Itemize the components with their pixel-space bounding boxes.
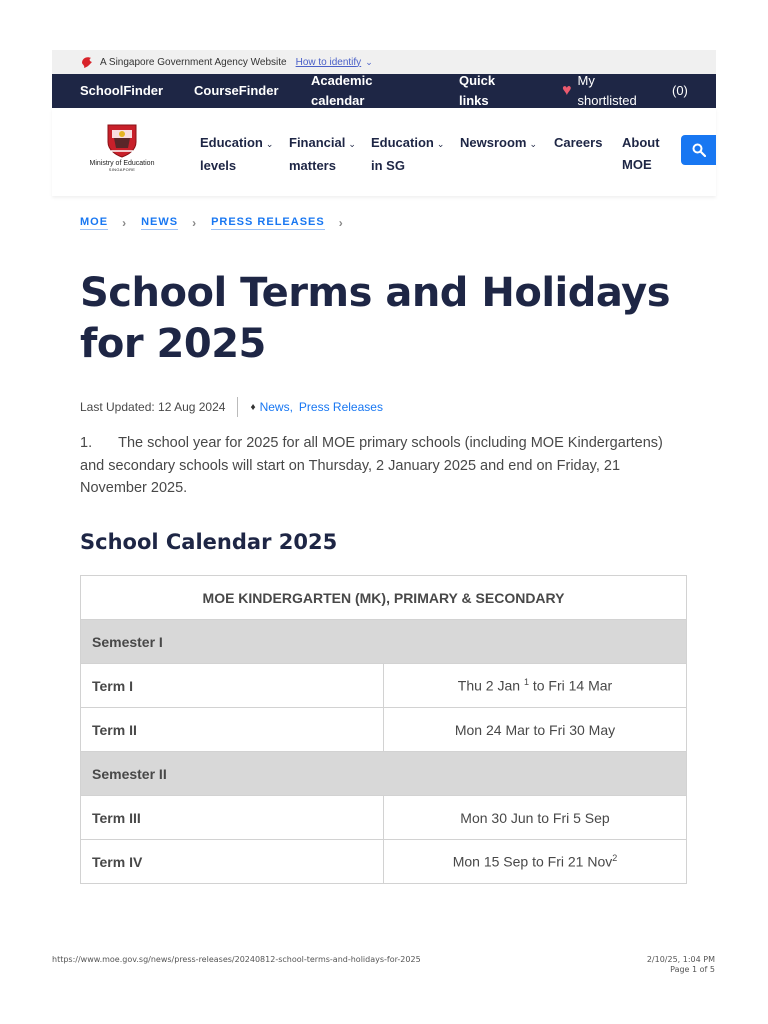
intro-paragraph [80, 432, 690, 500]
sg-lion-icon [80, 55, 94, 69]
page-title [80, 268, 680, 370]
shortlist-count: (0) [672, 83, 688, 98]
tag-icon: ♦ [250, 401, 256, 413]
chevron-down-icon[interactable]: ⌄ [365, 56, 373, 67]
nav-newsroom-label: Newsroom [460, 135, 527, 150]
nav-education-levels-line1: Education [200, 135, 263, 150]
chevron-right-icon: › [192, 216, 198, 230]
breadcrumb-moe[interactable]: MOE [80, 216, 109, 228]
print-page-number: Page 1 of 5 [670, 965, 715, 974]
print-footer-url: https://www.moe.gov.sg/news/press-releases/20240812-school-terms-and-holidays-for-2025 [52, 955, 421, 964]
chevron-right-icon: › [122, 216, 128, 230]
nav-financial-matters-line2: matters [289, 158, 336, 173]
semester-1-label: Semester I [81, 620, 687, 664]
paragraph-number: 1. [80, 435, 93, 451]
moe-logo[interactable] [86, 122, 158, 172]
nav-education-levels[interactable] [200, 132, 273, 177]
breadcrumb-press-releases[interactable]: PRESS RELEASES [211, 216, 325, 228]
coursefinder-link[interactable]: CourseFinder [194, 83, 279, 98]
table-row [81, 796, 687, 840]
main-nav [52, 108, 716, 196]
gov-banner-text: A Singapore Government Agency Website [100, 56, 287, 68]
term-1-dates [384, 664, 687, 708]
table-header: MOE KINDERGARTEN (MK), PRIMARY & SECONDARY [81, 576, 687, 620]
nav-education-in-sg-line2: in SG [371, 158, 405, 173]
print-datetime: 2/10/25, 1:04 PM [646, 955, 715, 964]
academic-calendar-link[interactable] [311, 74, 372, 108]
page-title-line1: School Terms and Holidays [80, 270, 671, 316]
quick-links-line2: links [459, 93, 489, 108]
my-shortlisted-label [578, 71, 637, 111]
chevron-down-icon: ⌄ [348, 139, 356, 149]
meta-divider [237, 397, 238, 417]
tag-press-releases-link[interactable]: Press Releases [298, 400, 383, 414]
chevron-down-icon: ⌄ [436, 139, 445, 149]
table-row [81, 664, 687, 708]
term-3-label: Term III [81, 796, 384, 840]
nav-about-moe-line2: MOE [622, 157, 652, 172]
table-row [81, 620, 687, 664]
nav-education-levels-line2: levels [200, 158, 237, 173]
tag-news-link[interactable]: News, [259, 400, 293, 414]
chevron-right-icon: › [338, 216, 344, 230]
chevron-down-icon: ⌄ [265, 139, 274, 149]
nav-newsroom[interactable] [460, 132, 537, 155]
print-footer-info [647, 955, 715, 975]
moe-crest-icon [104, 122, 140, 158]
heart-icon: ♥ [562, 82, 572, 99]
my-shortlisted-line1: My [577, 73, 595, 88]
nav-education-in-sg-line1: Education [371, 135, 434, 150]
table-header-row [81, 576, 687, 620]
nav-financial-matters-line1: Financial [289, 135, 346, 150]
term-1-label: Term I [81, 664, 384, 708]
term-2-label: Term II [81, 708, 384, 752]
quick-links-line1: Quick [459, 73, 496, 88]
footnote-1-ref[interactable]: 1 [523, 677, 529, 688]
my-shortlisted-line2: shortlisted [577, 93, 637, 108]
my-shortlisted-link[interactable] [562, 74, 637, 108]
semester-2-label: Semester II [81, 752, 687, 796]
chevron-down-icon: ⌄ [529, 139, 538, 149]
academic-calendar-line1: Academic [311, 73, 373, 88]
table-row [81, 840, 687, 884]
page-title-line2: for 2025 [80, 321, 266, 367]
search-icon [692, 143, 706, 157]
academic-calendar-line2: calendar [311, 93, 365, 108]
nav-financial-matters[interactable] [289, 132, 356, 177]
nav-careers[interactable] [554, 132, 602, 154]
page [52, 50, 716, 870]
footnote-2-ref[interactable]: 2 [612, 853, 618, 864]
paragraph-text: The school year for 2025 for all MOE primary schools (including MOE Kindergartens) and secondary schools will start on Thursday, 2 January 2025 and end on Friday, 21 November 2025. [80, 435, 663, 496]
term-4-label: Term IV [81, 840, 384, 884]
logo-text: Ministry of Education [89, 160, 155, 167]
logo-subtext: SINGAPORE [108, 167, 136, 172]
schoolfinder-link[interactable]: SchoolFinder [80, 83, 164, 98]
term-4-range: Mon 15 Sep to Fri 21 Nov [452, 853, 613, 870]
nav-about-moe-line1: About [622, 135, 660, 150]
school-calendar-table [80, 575, 687, 884]
article-meta [80, 397, 383, 417]
last-updated: Last Updated: 12 Aug 2024 [80, 400, 226, 414]
search-button[interactable] [681, 135, 716, 165]
term-3-dates: Mon 30 Jun to Fri 5 Sep [384, 796, 687, 840]
breadcrumb [80, 216, 358, 230]
top-utility-nav [52, 74, 716, 108]
table-row [81, 708, 687, 752]
nav-about-moe[interactable] [622, 132, 660, 176]
term-4-dates [384, 840, 687, 884]
nav-education-in-sg[interactable] [371, 132, 444, 177]
how-to-identify-link[interactable]: How to identify [295, 56, 362, 68]
calendar-heading: School Calendar 2025 [80, 530, 338, 554]
term-1-start: Thu 2 Jan [457, 677, 521, 694]
term-2-dates: Mon 24 Mar to Fri 30 May [384, 708, 687, 752]
table-row [81, 752, 687, 796]
term-1-end: to Fri 14 Mar [532, 677, 613, 694]
breadcrumb-news[interactable]: NEWS [141, 216, 179, 228]
quick-links-menu[interactable] [459, 74, 495, 108]
nav-careers-label: Careers [554, 135, 603, 150]
